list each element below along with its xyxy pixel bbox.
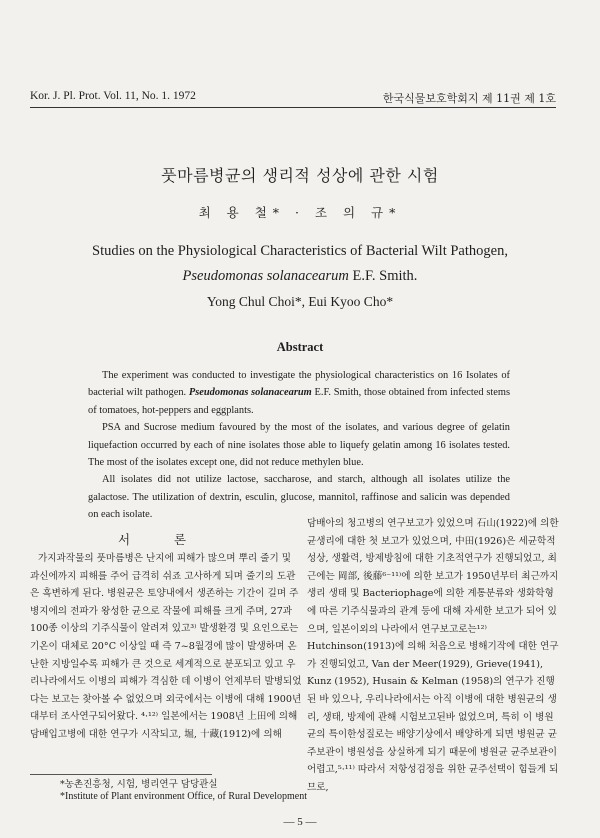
body-right-column xyxy=(307,515,562,797)
species-name: Pseudomonas solanacearum xyxy=(182,268,349,284)
title-english-line2 xyxy=(0,268,600,285)
footnote-english: *Institute of Plant environment Office, of Rural Development xyxy=(60,791,307,802)
abstract-paragraph-3: All isolates did not utilize lactose, saccharose, and starch, although all isolates utilize the galactose. The utilization of dextrin, esculin, glucose, mannitol, raffinose and salicin was depended on each isolate. xyxy=(88,474,510,521)
header-rule xyxy=(30,107,556,108)
title-korean: 풋마름병균의 생리적 성상에 관한 시험 xyxy=(161,166,439,185)
species-authority: E.F. Smith. xyxy=(348,268,418,284)
authors-english: Yong Chul Choi*, Eui Kyoo Cho* xyxy=(206,294,394,309)
footnote-korean: *농촌진흥청, 시험, 병리연구 담당관실 xyxy=(60,779,218,790)
left-column-text: 가지과작물의 풋마름병은 난지에 피해가 많으며 뿌리 줄기 및 과신에까지 피해를 주어 급격히 쉬죠 고사하게 되며 줄기의 도관은 흑변하게 된다. 병원균은 토양내에서 생존하는 기간이 길며 주병지에의 전파가 왕성한 균으로 작물에 피해를 크게 주며, 27과 100종 이상의 기주식물이 알려져 있고³⁾ 발생환경 및 요인으로는 기온이 대체로 20°C 이상일 때 즉 7~8월경에 많이 발생하며 온난한 지방일수록 피해가 큰 것으로 세계적으로 분포되고 있고 우리나라에서도 이병의 피해가 격심한 데 이병이 언제부터 발병되었다는 보고는 찾아볼 수 없었으며 외국에서는 이병에 대해 1900년대부터 조사연구되어왔다. ⁴·¹²⁾ 일본에서는 1908년 上田에 의해 담배입고병에 대한 연구가 시작되고, 堀, 十藏(1912)에 의해 xyxy=(30,553,302,740)
abstract-heading: Abstract xyxy=(276,340,324,354)
abstract-paragraph-2: PSA and Sucrose medium favoured by the most of the isolates, and various degree of gelatin liquefaction occurred by each of nine isolates those able to liquefy gelatin among 16 isolates tested. The most of the isolates except one, did not reduce methylen blue. xyxy=(88,422,510,469)
page-number: — 5 — xyxy=(283,816,317,828)
journal-citation-korean: 한국식물보호학회지 제 11권 제 1호 xyxy=(382,92,556,105)
abstract-species-name: Pseudomonas solanacearum xyxy=(188,387,312,399)
section-heading-introduction: 서 론 xyxy=(118,532,207,547)
authors-korean: 최 용 철* · 조 의 규* xyxy=(198,205,402,220)
body-left-column xyxy=(30,550,302,744)
abstract-paragraph-1: The experiment was conducted to investigate the physiological characteristics on 16 Isolates of bacterial wilt pathogen. Pseudomonas solanacearum E.F. Smith, those obtained from infected stems of tomatoes, hot-peppers and eggplants. xyxy=(88,370,511,416)
title-english-line1: Studies on the Physiological Characteristics of Bacterial Wilt Pathogen, xyxy=(92,243,508,259)
footnote-rule xyxy=(30,774,212,775)
right-column-text: 담배아의 청고병의 연구보고가 있었으며 石山(1922)에 의한 균생리에 대한 첫 보고가 있었으며, 中田(1926)은 세균학적성상, 생활력, 방제방침에 대한 기초적연구가 진행되었고, 최근에는 岡部, 後藤⁶⁻¹¹⁾에 의한 보고가 1950년부터 최근까지 생리 생태 및 Bacteriophage에 의한 계통분류와 생화학형에 따른 기주식물과의 관계 등에 대해 자세한 보고가 되어 있으며, 일본이외의 나라에서 연구보고로는¹²⁾ Hutchinson(1913)에 의해 처음으로 병해기작에 대한 연구가 진행되었고, Van der Meer(1929), Grieve(1941), Kunz (1952), Husain & Kelman (1958)의 연구가 진행된 바 있으나, 우리나라에서는 아직 이병에 대한 병원균의 생리, 생태, 방제에 관해 시험보고된바 없었으며, 특히 이 병원균의 특이한성질로는 배양기상에서 배양하게 되면 병원균 균주보관이 병원성을 상실하게 되기 때문에 병원균 균주보관이 어렵고,⁵·¹¹⁾ 따라서 저항성검정을 위한 균주선택이 힘들게 되므로, xyxy=(307,518,559,793)
abstract-body xyxy=(88,367,510,524)
journal-citation: Kor. J. Pl. Prot. Vol. 11, No. 1. 1972 xyxy=(30,90,196,102)
